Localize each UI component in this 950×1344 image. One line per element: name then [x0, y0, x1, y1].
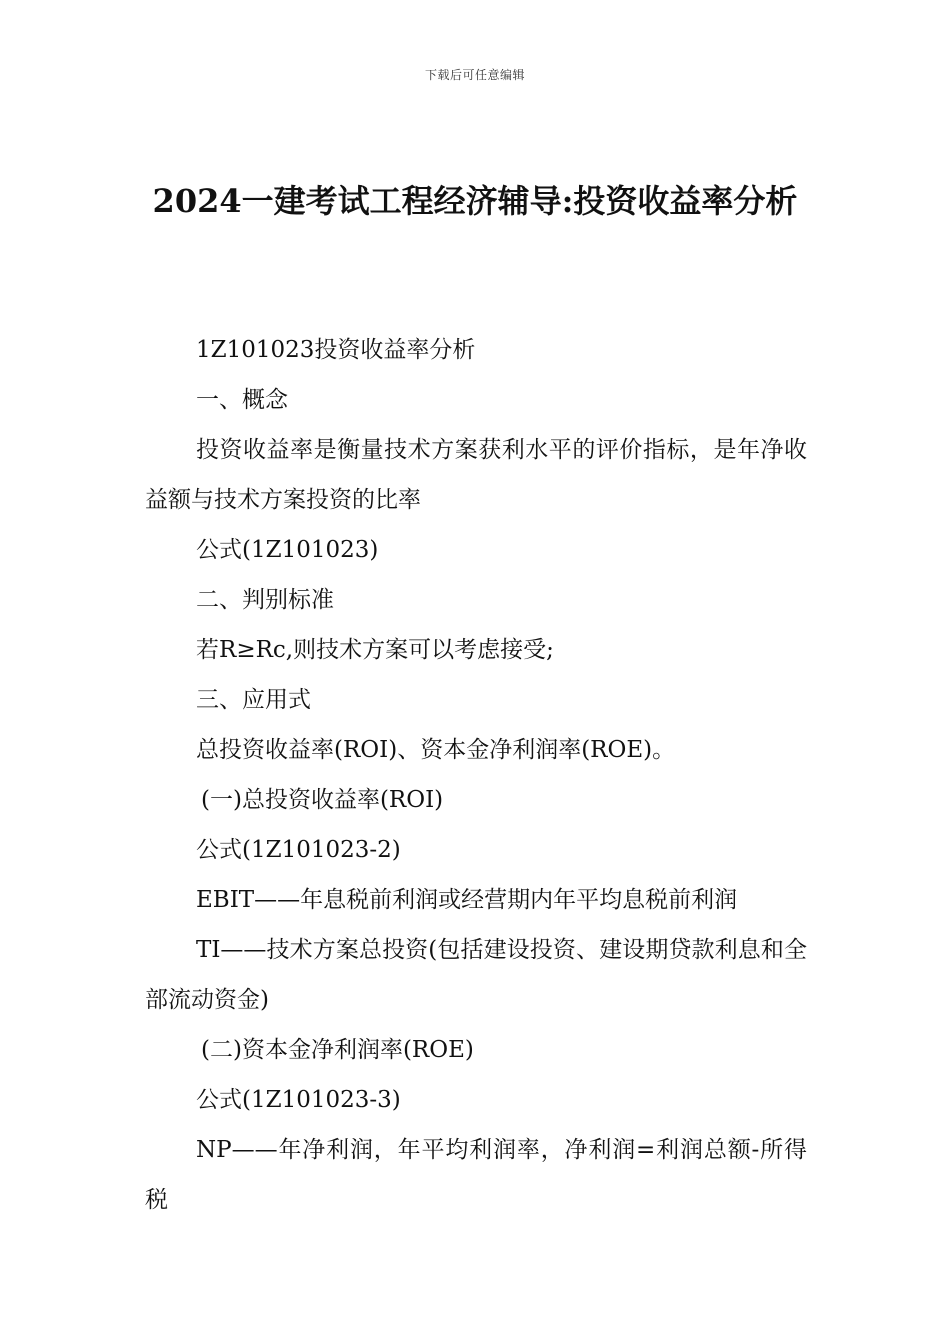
- paragraph-section-code: 1Z101023投资收益率分析: [196, 337, 476, 363]
- paragraph-criteria: 若R≥Rc,则技术方案可以考虑接受;: [196, 637, 554, 663]
- document-body: [145, 325, 807, 1225]
- paragraph-heading-criteria: 二、判别标准: [196, 587, 334, 613]
- document-title: 2024一建考试工程经济辅导:投资收益率分析: [152, 182, 798, 220]
- paragraph-heading-concept: 一、概念: [196, 387, 288, 413]
- paragraph-definition: 投资收益率是衡量技术方案获利水平的评价指标，是年净收益额与技术方案投资的比率: [145, 437, 807, 513]
- paragraph-np-definition: NP——年净利润，年平均利润率，净利润=利润总额-所得税: [145, 1137, 807, 1213]
- paragraph-ebit-definition: EBIT——年息税前利润或经营期内年平均息税前利润: [196, 887, 738, 913]
- paragraph-formula: 公式(1Z101023-3): [196, 1087, 401, 1113]
- paragraph-subheading-roi: (一)总投资收益率(ROI): [201, 787, 444, 813]
- header-note: 下载后可任意编辑: [424, 68, 525, 82]
- paragraph-formula: 公式(1Z101023-2): [196, 837, 401, 863]
- paragraph-ti-definition: TI——技术方案总投资(包括建设投资、建设期贷款利息和全部流动资金): [145, 937, 807, 1013]
- paragraph-subheading-roe: (二)资本金净利润率(ROE): [201, 1037, 474, 1063]
- paragraph-application: 总投资收益率(ROI)、资本金净利润率(ROE)。: [196, 737, 676, 763]
- paragraph-formula: 公式(1Z101023): [196, 537, 379, 563]
- paragraph-heading-application: 三、应用式: [196, 687, 311, 713]
